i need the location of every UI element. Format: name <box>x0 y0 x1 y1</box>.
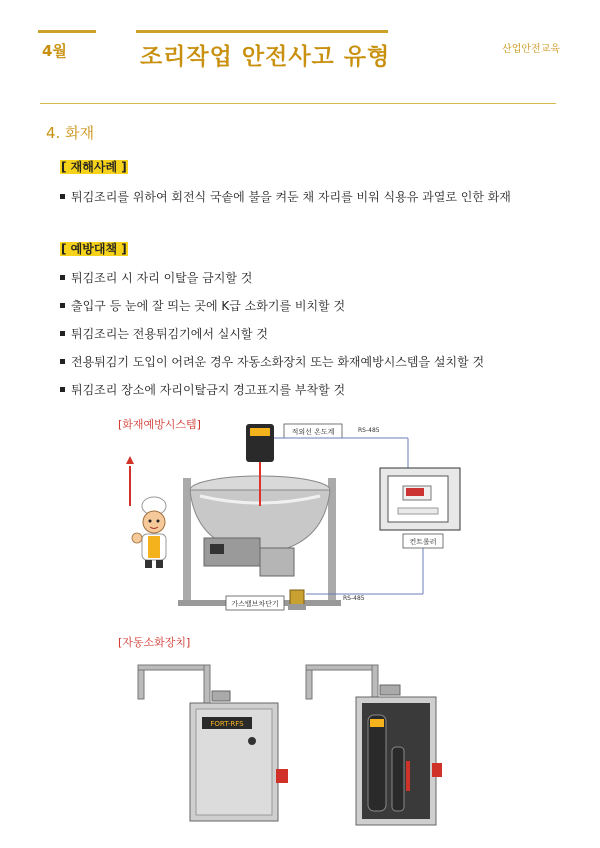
gas-valve-illustration <box>288 590 306 610</box>
brand-label: FORT-RFS <box>210 720 244 728</box>
rs-bottom-label: RS-485 <box>343 595 365 602</box>
chef-illustration <box>126 456 166 568</box>
month-label: 4월 <box>42 42 67 60</box>
bullet-square-icon <box>60 331 65 336</box>
prevention-item-text: 튀김조리 시 자리 이탈을 금지할 것 <box>71 271 253 285</box>
header-divider <box>40 103 556 104</box>
prevention-item-text: 튀김조리 장소에 자리이탈금지 경고표지를 부착할 것 <box>71 383 346 397</box>
section-title: 4. 화재 <box>46 124 95 142</box>
valve-label: 가스밸브차단기 <box>231 600 279 608</box>
controller-illustration <box>380 468 460 530</box>
bullet-square-icon <box>60 359 65 364</box>
prevention-tag-text: 예방대책 <box>70 242 118 256</box>
header-rule-main <box>136 30 388 33</box>
bullet-square-icon <box>60 303 65 308</box>
page-title: 조리작업 안전사고 유형 <box>140 44 391 70</box>
header-rule-left <box>38 30 96 33</box>
prevention-item-text: 튀김조리는 전용튀김기에서 실시할 것 <box>71 327 268 341</box>
sensor-label: 적외선 온도계 <box>291 428 335 436</box>
bullet-square-icon <box>60 387 65 392</box>
prevention-tag: [ 예방대책 ] <box>61 242 127 256</box>
prevention-item <box>60 381 345 398</box>
org-label: 산업안전교육 <box>502 44 560 55</box>
extinguisher-closed-illustration <box>138 665 288 821</box>
case-item <box>60 188 511 205</box>
controller-label: 컨트롤러 <box>409 538 437 546</box>
prevention-item-text: 출입구 등 눈에 잘 띄는 곳에 K급 소화기를 비치할 것 <box>71 299 346 313</box>
figure1-label: [화재예방시스템] <box>118 418 201 431</box>
bullet-square-icon <box>60 275 65 280</box>
auto-extinguisher-photos <box>130 655 450 830</box>
case-tag-text: 재해사례 <box>70 160 118 174</box>
extinguisher-open-illustration <box>306 665 442 825</box>
prevention-item-text: 전용튀김기 도입이 어려운 경우 자동소화장치 또는 화재예방시스템을 설치할 것 <box>71 355 485 369</box>
prevention-item <box>60 325 268 342</box>
figure2-label: [자동소화장치] <box>118 636 191 649</box>
prevention-item <box>60 297 345 314</box>
rs-top-label: RS-485 <box>358 427 380 434</box>
case-item-text: 튀김조리를 위하여 회전식 국솥에 불을 켜둔 채 자리를 비워 식용유 과열로 인한 화재 <box>71 190 511 204</box>
case-tag: [ 재해사례 ] <box>61 160 127 174</box>
prevention-item <box>60 353 484 370</box>
fire-prevention-system-diagram <box>118 418 488 618</box>
bullet-square-icon <box>60 194 65 199</box>
prevention-item <box>60 269 252 286</box>
